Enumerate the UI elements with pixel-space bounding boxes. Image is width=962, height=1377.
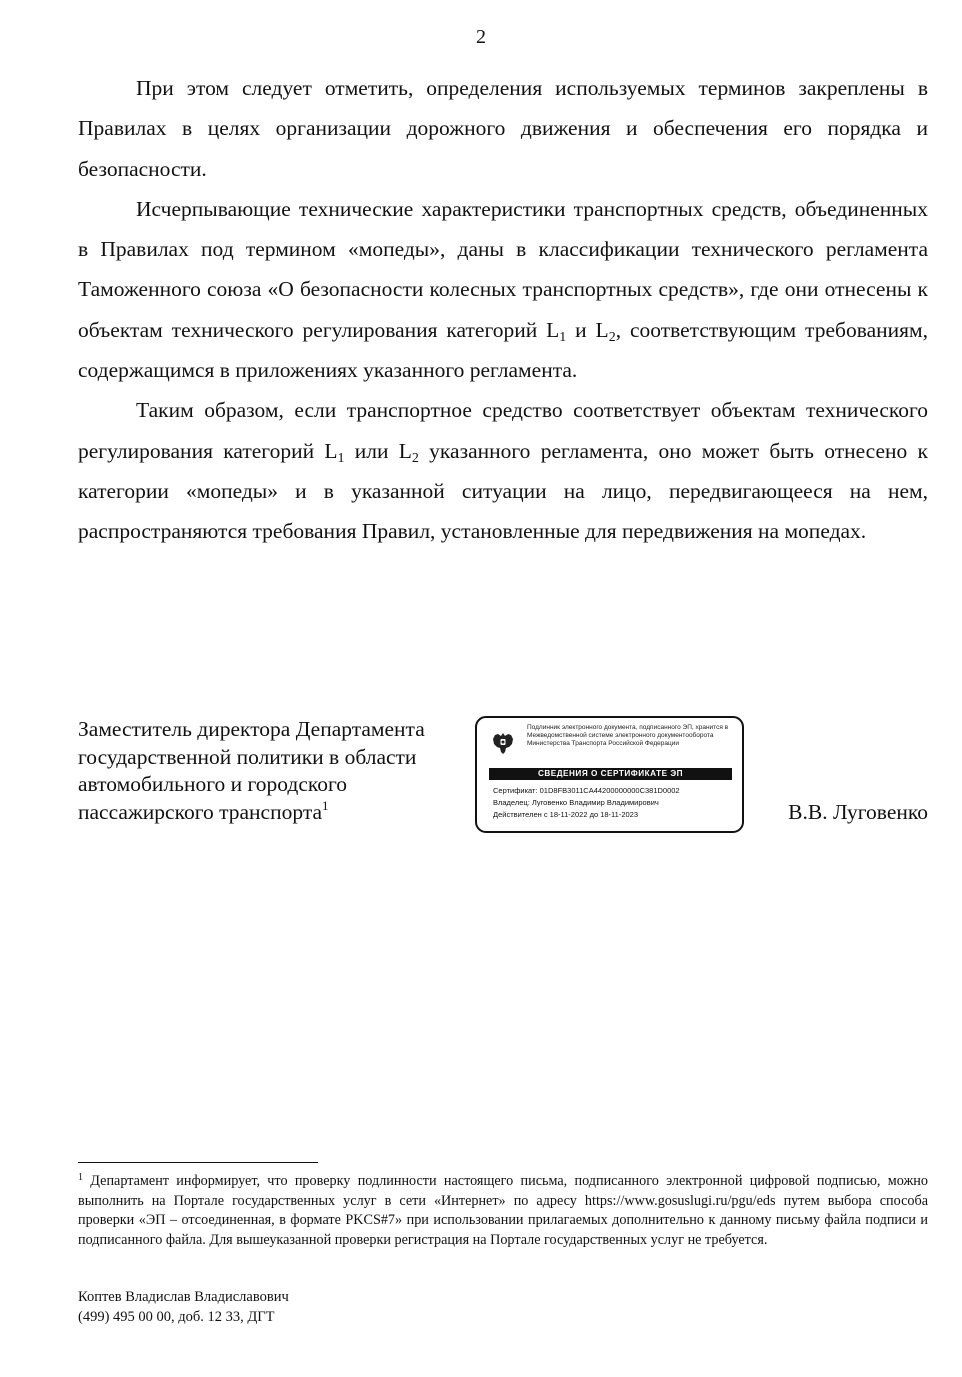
executor-phone: (499) 495 00 00, доб. 12 33, ДГТ	[78, 1309, 275, 1325]
stamp-header: Подлинник электронного документа, подписанного ЭП, хранится в Межведомственной системе электронного документооборота Министерства Транспорта Российской Федерации	[527, 724, 729, 747]
page-number: 2	[476, 26, 486, 48]
signer-position-line: государственной политики в области	[78, 744, 417, 769]
footnote-reference: 1	[322, 797, 329, 813]
signer-position-line: пассажирского транспорта	[78, 799, 323, 824]
signer-position-line: автомобильного и городского	[78, 772, 348, 796]
double-headed-eagle-icon	[490, 730, 516, 756]
letter-body	[78, 68, 928, 552]
stamp-certificate-heading: СВЕДЕНИЯ О СЕРТИФИКАТЕ ЭП	[489, 768, 732, 780]
footnote	[78, 1172, 928, 1250]
stamp-owner: Владелец: Луговенко Владимир Владимирович	[493, 798, 659, 807]
executor-block	[78, 1287, 289, 1327]
electronic-signature-stamp	[475, 716, 744, 833]
paragraph-1: При этом следует отметить, определения используемых терминов закреплены в Правилах в целях организации дорожного движения и обеспечения его порядка и безопасности.	[78, 76, 928, 181]
footnote-text: Департамент информирует, что проверку подлинности настоящего письма, подписанного электронной цифровой подписью, можно выполнить на Портале государственных услуг в сети «Интернет» по адресу https://www.gosuslugi.ru/pgu/eds путем выбора способа проверки «ЭП – отсоединенная, в формате PKCS#7» при использовании прилагаемых дополнительно к данному письму файла подписи и подписанного файла. Для вышеуказанной проверки регистрация на Портале государственных услуг не требуется.	[78, 1173, 928, 1248]
signer-position	[78, 716, 478, 826]
stamp-validity: Действителен с 18-11-2022 до 18-11-2023	[493, 810, 639, 819]
stamp-certificate-number: Сертификат: 01D8FB3011CA44200000000C381D0002	[493, 786, 680, 795]
paragraph-2: Исчерпывающие технические характеристики транспортных средств, объединенных в Правилах под термином «мопеды», даны в классификации технического регламента Таможенного союза «О безопасности колесных транспортных средств», где они отнесены к объектам технического регулирования категорий $L_1$ и $L_2$, соответствующим требованиям, содержащимся в приложениях указанного регламента.	[78, 196, 928, 383]
footnote-divider	[78, 1162, 318, 1163]
signer-position-line: Заместитель директора Департамента	[78, 717, 425, 741]
footnote-mark: 1	[78, 1172, 83, 1183]
paragraph-3: Таким образом, если транспортное средство соответствует объектам технического регулирования категорий $L_1$ или $L_2$ указанного регламента, оно может быть отнесено к категории «мопеды» и в указанной ситуации на лицо, передвигающееся на нем, распространяются требования Правил, установленные для передвижения на мопедах.	[78, 398, 928, 544]
signer-name: В.В. Луговенко	[788, 800, 928, 824]
executor-name: Коптев Владислав Владиславович	[78, 1289, 289, 1305]
